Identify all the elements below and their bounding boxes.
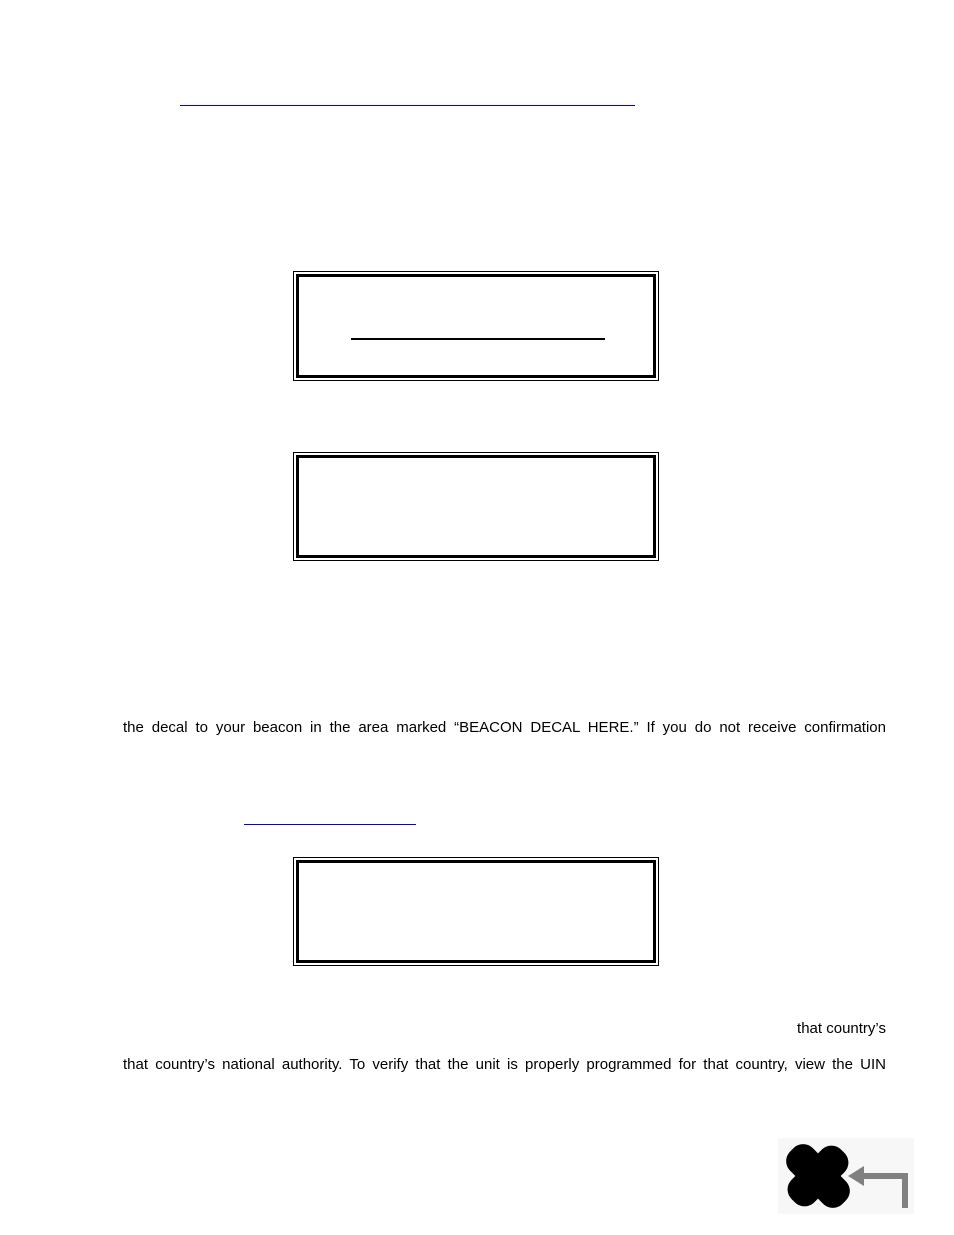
decal-box-signature-inner xyxy=(296,274,656,378)
cross-arrow-logo-icon xyxy=(778,1138,914,1214)
decal-box-blank-2-inner xyxy=(296,860,656,963)
hyperlink-underline-top[interactable] xyxy=(180,105,635,106)
decal-box-blank-1-inner xyxy=(296,455,656,558)
decal-box-blank-2 xyxy=(293,857,659,966)
paragraph-country-authority: that country’s national authority. To verify that the unit is properly programmed for that country, view the UIN xyxy=(123,1056,886,1073)
decal-box-blank-1 xyxy=(293,452,659,561)
hyperlink-underline-bottom[interactable] xyxy=(244,824,416,825)
signature-line xyxy=(351,338,605,340)
paragraph-decal-instructions: the decal to your beacon in the area marked “BEACON DECAL HERE.” If you do not receive confirmation xyxy=(123,719,886,736)
return-arrow-shape xyxy=(848,1166,908,1208)
paragraph-country-fragment: that country’s xyxy=(797,1020,886,1037)
decal-box-signature xyxy=(293,271,659,381)
